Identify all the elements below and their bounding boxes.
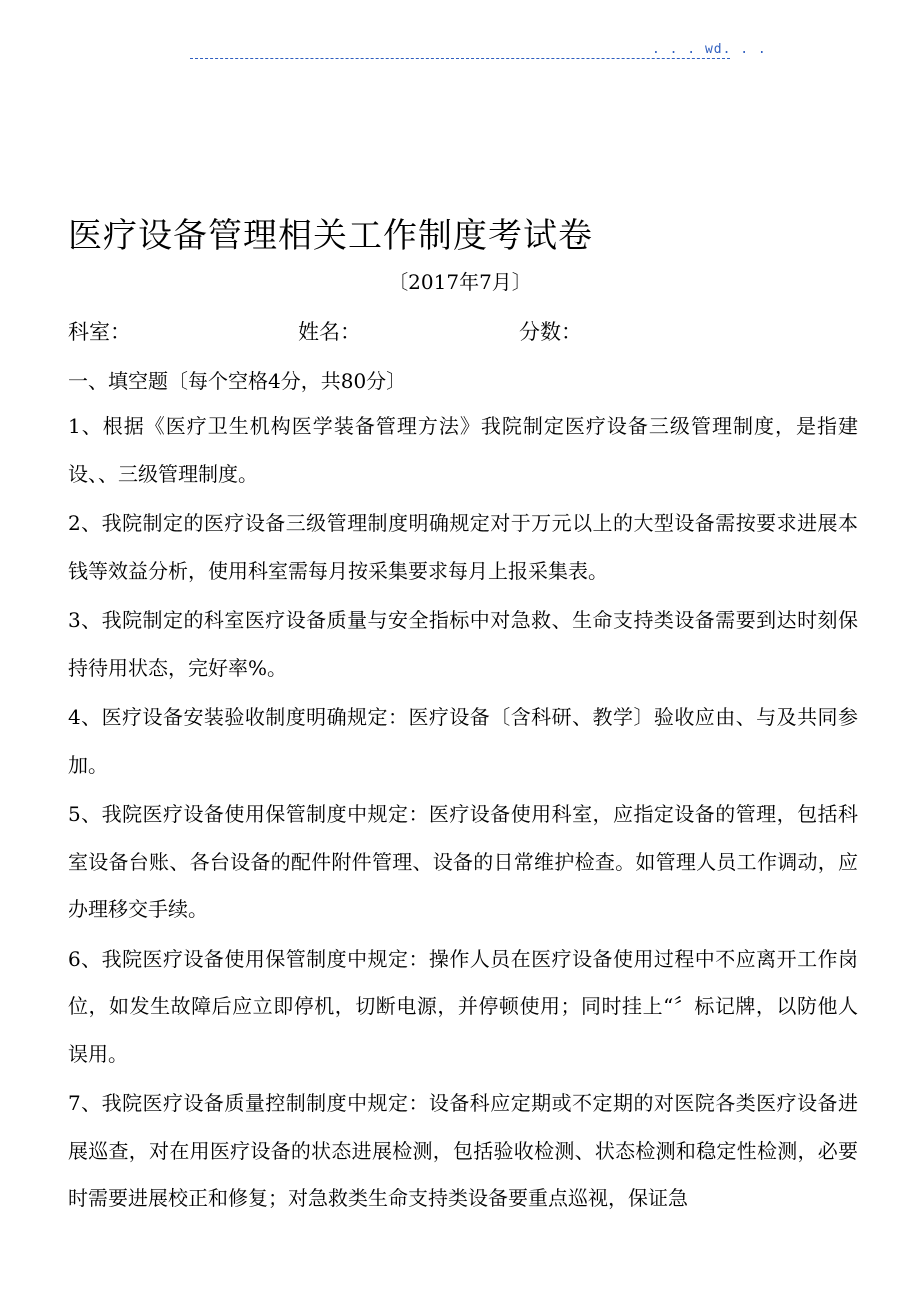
- score-label: 分数：: [519, 320, 582, 344]
- question-item: 7、我院医疗设备质量控制制度中规定：设备科应定期或不定期的对医院各类医疗设备进展巡查，对在用医疗设备的状态进展检测，包括验收检测、状态检测和稳定性检测，必要时需要进展校正和修复；对急救类生命支持类设备要重点巡视，保证急: [68, 1091, 858, 1210]
- header-dashed-rule: [190, 58, 730, 59]
- name-label: 姓名：: [298, 320, 361, 344]
- document-date: 〔2017年7月〕: [388, 270, 532, 294]
- question-item: 4、医疗设备安装验收制度明确规定：医疗设备〔含科研、教学〕验收应由、与及共同参加。: [68, 705, 858, 777]
- question-item: 2、我院制定的医疗设备三级管理制度明确规定对于万元以上的大型设备需按要求进展本钱等效益分析，使用科室需每月按采集要求每月上报采集表。: [68, 511, 858, 583]
- question-item: 1、根据《医疗卫生机构医学装备管理方法》我院制定医疗设备三级管理制度，是指建设、、三级管理制度。: [68, 414, 858, 486]
- section-heading: 一、填空题〔每个空格4分，共80分〕: [68, 369, 407, 393]
- question-list: [68, 403, 858, 1225]
- question-item: 5、我院医疗设备使用保管制度中规定：医疗设备使用科室，应指定设备的管理，包括科室设备台账、各台设备的配件附件管理、设备的日常维护检查。如管理人员工作调动，应办理移交手续。: [68, 802, 858, 921]
- question-item: 6、我院医疗设备使用保管制度中规定：操作人员在医疗设备使用过程中不应离开工作岗位，如发生故障后应立即停机，切断电源，并停顿使用；同时挂上“〞标记牌，以防他人误用。: [68, 946, 858, 1066]
- document-title: 医疗设备管理相关工作制度考试卷: [68, 216, 593, 256]
- question-item: 3、我院制定的科室医疗设备质量与安全指标中对急救、生命支持类设备需要到达时刻保持待用状态，完好率%。: [68, 608, 858, 680]
- header-watermark: . . . wd. . .: [652, 42, 767, 57]
- department-label: 科室：: [68, 320, 131, 344]
